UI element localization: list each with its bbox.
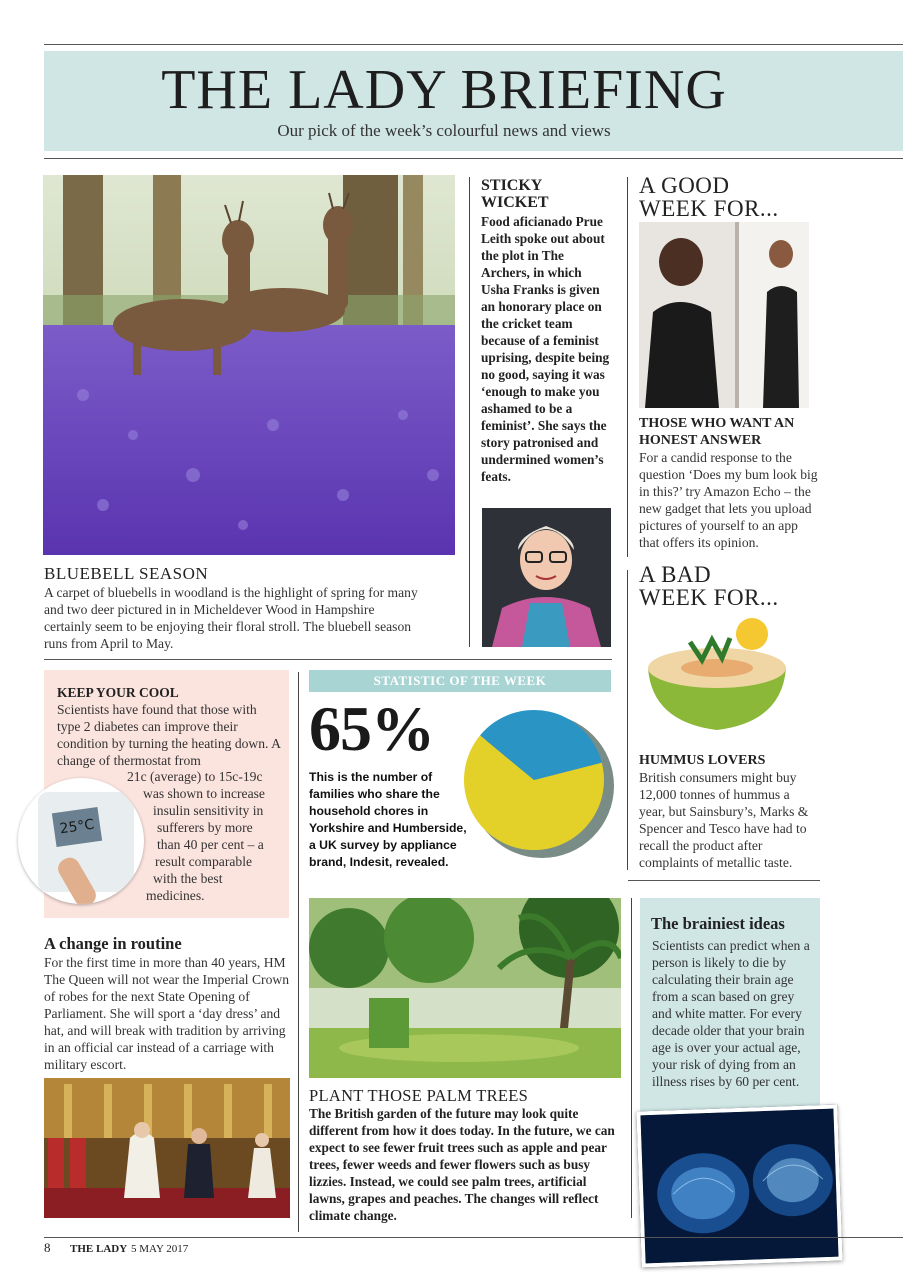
- prue-leith-photo: [482, 508, 611, 647]
- pie-slices: [464, 710, 604, 850]
- page-subtitle: Our pick of the week’s colourful news and views: [277, 121, 611, 140]
- good-week-heading-line2: HONEST ANSWER: [639, 433, 762, 448]
- sticky-heading-line2: WICKET: [481, 194, 549, 211]
- thermostat-photo: [18, 778, 144, 904]
- footer-page-number: 8: [44, 1240, 51, 1255]
- good-week-title-line2: WEEK FOR...: [639, 196, 779, 221]
- header-bottom-rule: [44, 158, 903, 159]
- palm-garden-illustration: [309, 898, 621, 1078]
- keep-cool-heading: KEEP YOUR COOL: [57, 685, 179, 700]
- statistic-value: 65%: [309, 693, 434, 764]
- mirror-illustration: [639, 222, 809, 408]
- routine-body: For the first time in more than 40 years, HM The Queen will not wear the Imperial Crown of robes for the next State Opening of Parliament. She will sport a ‘day dress’ and hat, and will break with tradition by arriving in an official car instead of a carriage with military escort.: [44, 955, 289, 1072]
- bad-week-title-line2: WEEK FOR...: [639, 585, 779, 610]
- keep-cool-line: result comparable: [155, 854, 253, 869]
- palm-body: The British garden of the future may look quite different from how it does today. In the future, we can expect to see fewer fruit trees such as apple and pear trees, fewer weeds and fewer flowers such as busy lizzies. Instead, we could see palm trees, artificial lawns, grapes and peaches. The changes will reflect climate change.: [309, 1106, 615, 1223]
- keep-cool-line: insulin sensitivity in: [153, 803, 264, 818]
- statistic-caption: This is the number of families who share the household chores in Yorkshire and Humberside, a UK survey by appliance brand, Indesit, revealed.: [309, 770, 467, 869]
- queen-photo: [44, 1078, 290, 1218]
- footer-date: 5 MAY 2017: [131, 1243, 189, 1255]
- sticky-heading-line1: STICKY: [481, 177, 543, 194]
- brainy-body: Scientists can predict when a person is likely to die by calculating their brain age from a scan based on grey and white matter. For every decade older that your brain age is over your actual age, your risk of dying from an illness rises by 60 per cent.: [652, 938, 810, 1089]
- column-divider: [631, 898, 632, 1218]
- bluebell-body: A carpet of bluebells in woodland is the highlight of spring for many and two deer pictured in in Micheldever Wood in Hampshire certainly seem to be enjoying their floral stroll. The bluebell season runs from April to May.: [44, 585, 418, 651]
- good-week-heading-line1: THOSE WHO WANT AN: [639, 416, 795, 431]
- hummus-photo: [642, 612, 792, 742]
- section-rule: [628, 880, 820, 881]
- keep-cool-line: medicines.: [146, 888, 205, 903]
- keep-cool-line: than 40 per cent – a: [157, 837, 264, 852]
- mirror-photo: [639, 222, 809, 408]
- column-divider: [469, 177, 470, 647]
- keep-cool-line: 21c (average) to 15c-19c: [127, 769, 263, 784]
- column-divider: [298, 672, 299, 1232]
- brain-scan-illustration: [640, 1109, 838, 1264]
- statistic-pie-chart: [462, 706, 622, 866]
- palm-garden-photo: [309, 898, 621, 1078]
- header-top-rule: [44, 44, 903, 45]
- bluebell-heading: BLUEBELL SEASON: [44, 564, 209, 583]
- brainy-heading: The brainiest ideas: [651, 914, 785, 933]
- bad-week-heading: HUMMUS LOVERS: [639, 753, 766, 768]
- palm-heading: PLANT THOSE PALM TREES: [309, 1086, 529, 1105]
- routine-heading: A change in routine: [44, 934, 182, 953]
- bad-week-title-line1: A BAD: [639, 562, 712, 587]
- section-rule: [44, 659, 612, 660]
- keep-cool-line: with the best: [153, 871, 223, 886]
- keep-cool-body-top: Scientists have found that those with type 2 diabetes can improve their condition by turning the heating down. A change of thermostat from: [57, 702, 281, 768]
- footer-rule: [44, 1237, 903, 1238]
- sticky-body: Food aficianado Prue Leith spoke out about the plot in The Archers, in which Usha Franks is given an honorary place on the cricket team because of a feminist uprising, despite being no good, saying it was ‘enough to make you ashamed to be a feminist’. She says the story patronised and undermined women’s feats.: [481, 214, 610, 484]
- good-week-body: For a candid response to the question ‘Does my bum look big in this?’ try Amazon Echo – the new gadget that lets you upload pictures of yourself to an app that offers its opinion.: [639, 450, 818, 550]
- bad-week-body: British consumers might buy 12,000 tonnes of hummus a year, but Sainsbury’s, Marks & Spencer and Tesco have had to recall the product after complaints of metallic taste.: [639, 770, 809, 870]
- hummus-bowl-illustration: [642, 612, 792, 742]
- good-week-title-line1: A GOOD: [639, 173, 730, 198]
- keep-cool-line: was shown to increase: [143, 786, 265, 801]
- column-divider: [627, 177, 628, 557]
- footer-brand: THE LADY: [70, 1243, 128, 1255]
- thermostat-screen: 25°C: [52, 807, 102, 847]
- keep-cool-line: sufferers by more: [157, 820, 253, 835]
- parliament-illustration: [44, 1078, 290, 1218]
- statistic-banner-label: STATISTIC OF THE WEEK: [373, 673, 547, 688]
- portrait-illustration: [482, 508, 611, 647]
- column-divider: [627, 570, 628, 870]
- bluebell-deer-illustration: [43, 175, 455, 555]
- page-title: THE LADY BRIEFING: [161, 59, 727, 121]
- bluebell-deer-photo: [43, 175, 455, 555]
- brain-scan-photo: [636, 1105, 842, 1268]
